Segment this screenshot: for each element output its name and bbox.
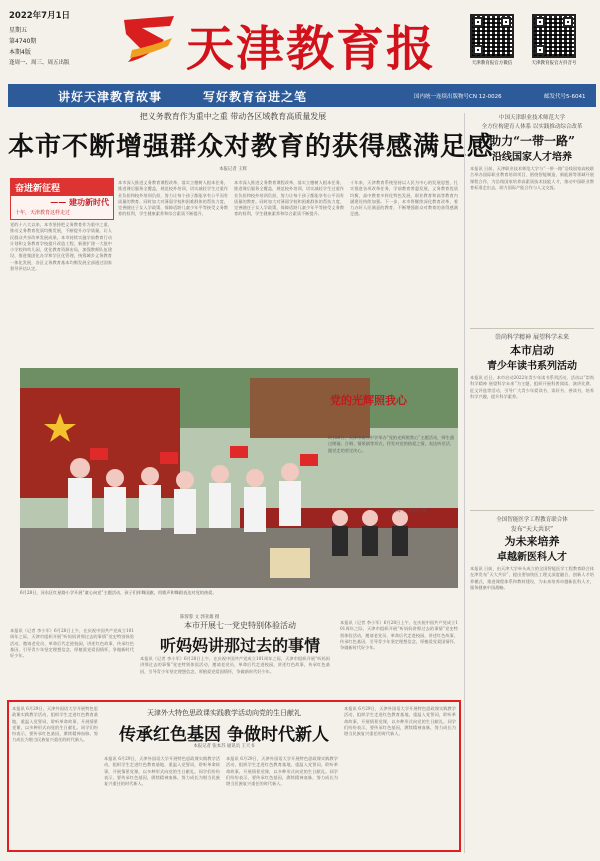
issue-number: 第4740期: [9, 38, 37, 45]
side-sub: 十年，天津教育这样走过: [15, 210, 71, 216]
story2-body-col-1: 本报讯（记者 李小军）6月28日上午，在庆祝中国共产党成立101周年之际，天津市组织开展“听妈妈讲那过去的事情”党史特别体验活动，邀请老党员、革命后代走进校园，讲述红色故事，传承红色基因，引导青少年坚定理想信念，厚植爱党爱国情怀，争做新时代好少年。: [10, 628, 134, 659]
story2-headline: 听妈妈讲那过去的事情: [159, 636, 320, 655]
story3-kicker: 天津外大特色思政课实践教学活动向党的生日献礼: [147, 709, 301, 717]
issue-weekday: 星期五: [9, 27, 28, 34]
s3-kicker: 发布“天大共识”: [510, 526, 554, 533]
lead-body-col-2: 本市深入推进义务教育课程改革，落实立德树人根本任务，推进课后服务全覆盖，规范校外培训，切实减轻学生过重作业负担和校外培训负担，努力让每个孩子都能享有公平而有质量的教育。同时加大对薄弱学校和困难群体的帮扶力度，完善随迁子女入学政策，保障适龄儿童少年平等接受义务教育的权利，学生健康素养和综合素质不断提升。: [118, 180, 228, 217]
story2-body-col-2: 本报讯（记者 李小军）6月28日上午，在庆祝中国共产党成立101周年之际，天津市组织开展“听妈妈讲那过去的事情”党史特别体验活动，邀请老党员、革命后代走进校园，讲述红色故事，传承红色基因，引导青少年坚定理想信念，厚植爱党爱国情怀，争做新时代好少年。: [140, 656, 330, 674]
story3-body-col-2: 本报讯 6月29日，天津外国语大学开展特色思政课实践教学活动，组织学生走进红色教育基地，重温入党誓词，聆听革命故事，开展情景党课，以多种形式向党的生日献礼。同学们纷纷表示，要传承红色基因，赓续精神血脉，努力成长为堪当民族复兴重任的时代新人。: [104, 756, 220, 787]
banner-slogan-2: 写好教育奋进之笔: [203, 90, 308, 104]
sidebar-rule-1: [470, 328, 594, 329]
s1-headline-1: 助力“一带一路”: [489, 134, 575, 148]
s1-kicker: 全方位构建育人体系 以实践推动综合改革: [481, 124, 583, 130]
qr-code-wechat-icon: [470, 14, 514, 58]
photo-tag: 党的光辉照我心: [330, 394, 407, 407]
lead-body-col-1: 党的十八大以来，本市坚持把义务教育作为重中之重，推动义务教育优质均衡发展，不断提升办学质量，让人民群众共享改革发展成果。本市持续实施学前教育行动计划和义务教育学校提升改造工程，新建扩建一大批中小学校和幼儿园，优化教育资源布局，加强教师队伍建设，推进集团化办学和学区化管理，统筹城乡义务教育一体化发展，各区义务教育基本均衡发展全部通过国家督导评估认定。: [10, 222, 112, 272]
photo-credit-left: 陈蓉蓉 文 郭亚雄 摄: [180, 615, 220, 620]
s2-headline-2: 青少年读书系列活动: [487, 361, 577, 372]
s1-headline-2: 沿线国家人才培养: [492, 152, 572, 163]
issue-pages: 本期4版: [9, 49, 31, 56]
sidebar-divider: [464, 113, 465, 853]
banner-slogan-1: 讲好天津教育故事: [58, 90, 163, 104]
banner-postal-code: 邮发代号5-6041: [544, 94, 586, 100]
photo-credit-right: 高峰 文 刘东岳 摄: [392, 509, 427, 514]
newspaper-logo-icon: [118, 10, 180, 68]
side-label-2: —— 建功新时代: [50, 197, 109, 207]
qr-wechat-caption: 天津教育报官方微信: [471, 61, 513, 66]
story3-body-col-4: 本报讯 6月29日，天津外国语大学开展特色思政课实践教学活动，组织学生走进红色教育基地，重温入党誓词，聆听革命故事，开展情景党课，以多种形式向党的生日献礼。同学们纷纷表示，要传承红色基因，赓续精神血脉，努力成长为堪当民族复兴重任的时代新人。: [344, 706, 456, 737]
photo-caption-right: 6月28日，天津市第五中学举办“党的光辉照我心”主题活动，师生通过朗诵、合唱、情景剧等形式，抒发对党的热爱之情，表达听党话、跟党走的坚定决心。: [328, 435, 454, 453]
lead-headline: 本市不断增强群众对教育的获得感满足感: [8, 132, 495, 162]
banner-publication-code: 国内统一连续出版物号CN 12-0026: [414, 94, 502, 100]
s1-org: 中国天津职业技术师范大学: [498, 115, 565, 121]
lead-kicker: 把义务教育作为重中之重 带动各区域教育高质量发展: [139, 112, 327, 121]
lead-byline: 本报记者 王辉: [219, 167, 247, 172]
qr-douyin-caption: 天津教育报官方抖音号: [531, 61, 577, 66]
photo-caption-left: 6月28日，河东区红星路小学开展“童心向党”主题活动，孩子们挥舞国旗，用歌声和舞蹈表达对党的热爱。: [20, 590, 217, 595]
s3-body: 本报讯 日前，由天津大学牵头成立的全国智能医学工程教育联合体在津发布“天大共识”，提出要加快医工理文深度融合，创新人才培养模式，推进课程体系和教材建设，为未来培养卓越新医科人才，服务健康中国战略。: [470, 566, 594, 590]
story3-byline: 本报记者 张本苏 通讯员 王天书: [193, 744, 255, 749]
sidebar-rule-2: [470, 510, 594, 511]
qr-code-douyin-icon: [532, 14, 576, 58]
s1-body: 本报讯 日前，天津职业技术师范大学与“一带一路”沿线国家高校联合举办国际职业教育培训项目，围绕智能制造、新能源等领域开展课程合作，为沿线国家培养高素质技术技能人才，推动中国职业教育标准走出去，助力国际产能合作与人文交流。: [470, 166, 594, 190]
story3-headline: 传承红色基因 争做时代新人: [119, 725, 329, 745]
banner: [8, 84, 596, 107]
issue-schedule: 逢周一、周三、周五出版: [9, 60, 70, 66]
story2-kicker: 本市开展七一党史特别体验活动: [184, 621, 296, 630]
story3-body-col-3: 本报讯 6月29日，天津外国语大学开展特色思政课实践教学活动，组织学生走进红色教育基地，重温入党誓词，聆听革命故事，开展情景党课，以多种形式向党的生日献礼。同学们纷纷表示，要传承红色基因，赓续精神血脉，努力成长为堪当民族复兴重任的时代新人。: [226, 756, 338, 787]
story2-body-col-3: 本报讯（记者 李小军）6月28日上午，在庆祝中国共产党成立101周年之际，天津市组织开展“听妈妈讲那过去的事情”党史特别体验活动，邀请老党员、革命后代走进校园，讲述红色故事，传承红色基因，引导青少年坚定理想信念，厚植爱党爱国情怀，争做新时代好少年。: [340, 620, 458, 651]
s3-headline-2: 卓越新医科人才: [497, 552, 567, 563]
issue-date: 2022年7月1日: [9, 11, 70, 21]
masthead-info: [9, 9, 101, 66]
s2-kicker: 崇尚科学精神 展望科学未来: [495, 334, 569, 341]
story3-body-col-1: 本报讯 6月29日，天津外国语大学开展特色思政课实践教学活动，组织学生走进红色教育基地，重温入党誓词，聆听革命故事，开展情景党课，以多种形式向党的生日献礼。同学们纷纷表示，要传承红色基因，赓续精神血脉，努力成长为堪当民族复兴重任的时代新人。: [12, 706, 98, 743]
lead-body-col-3: 十年来，天津教育系统坚持以人民为中心的发展思想，扎实推进各项改革任务，学前教育普惠发展，义务教育优质均衡，高中教育多样化特色发展，职业教育和高等教育内涵建设持续加强。下一步，本市将继续深化教育改革，着力办好人民满意的教育，不断增强群众对教育的获得感满足感。: [350, 180, 458, 217]
s3-org: 全国智能医学工程教育联合体: [496, 517, 568, 523]
side-label-1: 奋进新征程: [11, 179, 113, 196]
lead-body-col-2b: 本市深入推进义务教育课程改革，落实立德树人根本任务，推进课后服务全覆盖，规范校外培训，切实减轻学生过重作业负担和校外培训负担，努力让每个孩子都能享有公平而有质量的教育。同时加大对薄弱学校和困难群体的帮扶力度，完善随迁子女入学政策，保障适龄儿童少年平等接受义务教育的权利，学生健康素养和综合素质不断提升。: [234, 180, 344, 217]
paper-title: 天津教育报: [186, 21, 437, 77]
s2-headline-1: 本市启动: [510, 344, 554, 357]
s2-body: 本报讯 近日，本市启动2022年青少年读书系列活动，活动以“崇尚科学精神 展望科学未来”为主题，组织开展科普阅读、演讲比赛、征文评选等活动，引导广大青少年爱读书、读好书、善读书，培养科学兴趣，提升科学素养。: [470, 375, 594, 399]
lead-side-label: [10, 178, 114, 220]
s3-headline-1: 为未来培养: [504, 535, 560, 548]
